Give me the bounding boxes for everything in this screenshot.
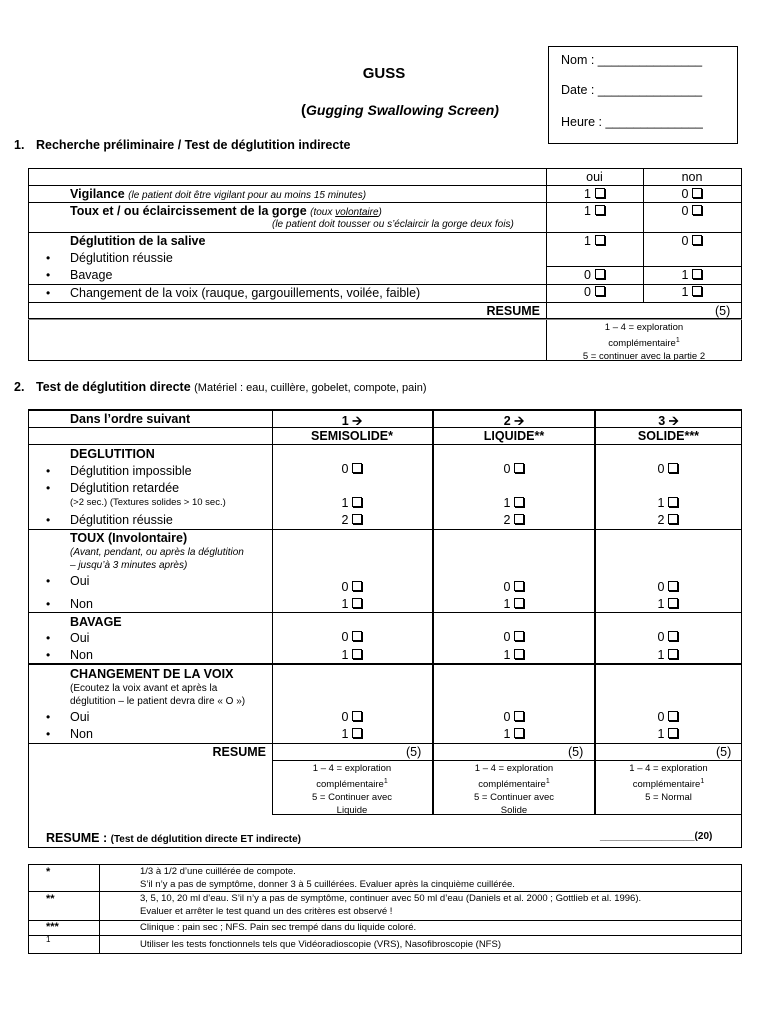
bullet-icon: • bbox=[46, 513, 51, 527]
step-3: 3 🡪 bbox=[658, 414, 679, 428]
page-title: GUSS bbox=[362, 65, 406, 82]
voix2-note: déglutition – le patient devra dire « O ») bbox=[70, 696, 246, 707]
bullet-icon: • bbox=[46, 631, 51, 645]
checkbox-icon[interactable] bbox=[595, 205, 605, 215]
checkbox-icon[interactable] bbox=[352, 463, 362, 473]
col-solide: SOLIDE*** bbox=[637, 429, 700, 443]
checkbox-icon[interactable] bbox=[352, 581, 362, 591]
checkbox-icon[interactable] bbox=[352, 728, 362, 738]
voix2-note: (Ecoutez la voix avant et après la bbox=[70, 683, 218, 694]
footnote-mark: ** bbox=[46, 893, 55, 905]
bullet-icon: • bbox=[46, 574, 51, 588]
section2-heading: 2. Test de déglutition directe (Matériel : eau, cuillère, gobelet, compote, pain) bbox=[14, 380, 427, 394]
checkbox-icon[interactable] bbox=[692, 188, 702, 198]
checkbox-icon[interactable] bbox=[668, 598, 678, 608]
section1-resume-note: 1 – 4 = exploration complémentaire$^1$ 5 = continuer avec la partie 2 bbox=[582, 322, 706, 363]
col-non: non bbox=[681, 170, 703, 184]
checkbox-icon[interactable] bbox=[352, 711, 362, 721]
checkbox-icon[interactable] bbox=[692, 235, 702, 245]
section1-resume-max: (5) bbox=[715, 304, 731, 318]
voix-oui[interactable]: 0 bbox=[546, 285, 643, 299]
deg-item: Déglutition retardée bbox=[70, 481, 180, 495]
semisolide-resume-max: (5) bbox=[406, 745, 422, 759]
toux2-non: Non bbox=[70, 597, 93, 611]
col-semisolide: SEMISOLIDE* bbox=[311, 429, 393, 443]
checkbox-icon[interactable] bbox=[514, 711, 524, 721]
semisolide-score-option[interactable]: 1 bbox=[312, 648, 392, 662]
liquide-score-option[interactable]: 1 bbox=[474, 597, 554, 611]
vigilance-row: Vigilance (le patient doit être vigilant pour au moins 15 minutes) bbox=[70, 187, 367, 201]
bullet-icon: • bbox=[46, 727, 51, 741]
checkbox-icon[interactable] bbox=[668, 728, 678, 738]
solide-score-option[interactable]: 1 bbox=[628, 597, 708, 611]
step-1: 1 🡪 bbox=[341, 414, 363, 428]
bullet-icon: • bbox=[46, 597, 51, 611]
checkbox-icon[interactable] bbox=[514, 598, 524, 608]
checkbox-icon[interactable] bbox=[692, 205, 702, 215]
solide-score-option[interactable]: 1 bbox=[628, 496, 708, 510]
liquide-score-option[interactable]: 1 bbox=[474, 727, 554, 741]
step-2: 2 🡪 bbox=[503, 414, 525, 428]
checkbox-icon[interactable] bbox=[692, 286, 702, 296]
bullet-icon: • bbox=[46, 710, 51, 724]
checkbox-icon[interactable] bbox=[595, 188, 605, 198]
liquide-score-option[interactable]: 0 bbox=[474, 710, 554, 724]
checkbox-icon[interactable] bbox=[668, 649, 678, 659]
semisolide-score-option[interactable]: 0 bbox=[312, 710, 392, 724]
salive-item: Déglutition réussie bbox=[70, 251, 173, 265]
toux2-oui: Oui bbox=[70, 574, 90, 588]
toux-non[interactable]: 0 bbox=[643, 204, 741, 218]
toux-note: (le patient doit tousser ou s’éclaircir la gorge deux fois) bbox=[272, 219, 514, 230]
order-label: Dans l’ordre suivant bbox=[70, 412, 191, 426]
checkbox-icon[interactable] bbox=[514, 631, 524, 641]
nom-field[interactable]: Nom : _______________ bbox=[561, 53, 703, 67]
solide-score-option[interactable]: 1 bbox=[628, 727, 708, 741]
liquide-resume-note: 1 – 4 = exploration complémentaire$^1$ 5 = Continuer avec Solide bbox=[473, 763, 554, 817]
liquide-score-option[interactable]: 1 bbox=[474, 648, 554, 662]
checkbox-icon[interactable] bbox=[668, 631, 678, 641]
heure-field[interactable]: Heure : ______________ bbox=[561, 115, 703, 129]
liquide-score-option[interactable]: 0 bbox=[474, 462, 554, 476]
toux-row: Toux et / ou éclaircissement de la gorge (toux volontaire) bbox=[70, 204, 382, 218]
voix-non[interactable]: 1 bbox=[643, 285, 741, 299]
footnote-mark: * bbox=[46, 866, 51, 878]
solide-score-option[interactable]: 0 bbox=[628, 462, 708, 476]
bullet-icon: • bbox=[46, 648, 51, 662]
solide-score-option[interactable]: 1 bbox=[628, 648, 708, 662]
toux-oui[interactable]: 1 bbox=[546, 204, 643, 218]
section1-heading: 1. Recherche préliminaire / Test de déglutition indirecte bbox=[14, 138, 351, 152]
semisolide-score-option[interactable]: 0 bbox=[312, 630, 392, 644]
semisolide-score-option[interactable]: 1 bbox=[312, 727, 392, 741]
solide-resume-max: (5) bbox=[716, 745, 732, 759]
checkbox-icon[interactable] bbox=[514, 649, 524, 659]
bullet-icon: • bbox=[46, 464, 51, 478]
footnote-text: Clinique : pain sec ; NFS. Pain sec trempé dans du liquide coloré. bbox=[140, 922, 417, 933]
date-field[interactable]: Date : _______________ bbox=[561, 83, 703, 97]
bavage2-label: BAVAGE bbox=[70, 615, 122, 629]
checkbox-icon[interactable] bbox=[668, 711, 678, 721]
bullet-icon: • bbox=[46, 268, 51, 282]
deg-note: (>2 sec.) (Textures solides > 10 sec.) bbox=[70, 497, 226, 508]
col-oui: oui bbox=[586, 170, 603, 184]
checkbox-icon[interactable] bbox=[352, 631, 362, 641]
solide-score-option[interactable]: 0 bbox=[628, 710, 708, 724]
semisolide-score-option[interactable]: 1 bbox=[312, 597, 392, 611]
col-liquide: LIQUIDE** bbox=[483, 429, 545, 443]
liquide-score-option[interactable]: 2 bbox=[474, 513, 554, 527]
deg-item: Déglutition réussie bbox=[70, 513, 173, 527]
total-row: RESUME : (Test de déglutition directe ET indirecte) bbox=[46, 831, 301, 845]
checkbox-icon[interactable] bbox=[668, 581, 678, 591]
voix2-oui: Oui bbox=[70, 710, 90, 724]
liquide-score-option[interactable]: 0 bbox=[474, 630, 554, 644]
bullet-icon: • bbox=[46, 481, 51, 495]
checkbox-icon[interactable] bbox=[514, 728, 524, 738]
checkbox-icon[interactable] bbox=[352, 497, 362, 507]
checkbox-icon[interactable] bbox=[668, 463, 678, 473]
section2-resume-label: RESUME bbox=[212, 745, 266, 759]
bullet-icon: • bbox=[46, 286, 51, 300]
bavage2-non: Non bbox=[70, 648, 93, 662]
checkbox-icon[interactable] bbox=[514, 514, 524, 524]
checkbox-icon[interactable] bbox=[668, 514, 678, 524]
bavage2-oui: Oui bbox=[70, 631, 90, 645]
toux2-note: (Avant, pendant, ou après la déglutition bbox=[70, 547, 244, 558]
page-subtitle: (Gugging Swallowing Screen) bbox=[301, 102, 499, 119]
salive-item: Changement de la voix (rauque, gargouillements, voilée, faible) bbox=[70, 286, 421, 300]
checkbox-icon[interactable] bbox=[352, 598, 362, 608]
solide-score-option[interactable]: 0 bbox=[628, 580, 708, 594]
vigilance-non[interactable]: 0 bbox=[643, 187, 741, 201]
bavage-non[interactable]: 1 bbox=[643, 268, 741, 282]
checkbox-icon[interactable] bbox=[595, 269, 605, 279]
footnote-mark: 1 bbox=[46, 935, 51, 944]
checkbox-icon[interactable] bbox=[352, 514, 362, 524]
bullet-icon: • bbox=[46, 251, 51, 265]
checkbox-icon[interactable] bbox=[692, 269, 702, 279]
footnote-text: S’il n’y a pas de symptôme, donner 3 à 5 cuillérées. Evaluer après la cinquième cuillérée. bbox=[140, 879, 515, 890]
semisolide-score-option[interactable]: 0 bbox=[312, 462, 392, 476]
solide-resume-note: 1 – 4 = exploration complémentaire$^1$ 5 = Normal bbox=[629, 763, 708, 804]
checkbox-icon[interactable] bbox=[595, 235, 605, 245]
semisolide-score-option[interactable]: 1 bbox=[312, 496, 392, 510]
liquide-score-option[interactable]: 1 bbox=[474, 496, 554, 510]
salive-label: Déglutition de la salive bbox=[70, 234, 206, 248]
checkbox-icon[interactable] bbox=[595, 286, 605, 296]
liquide-resume-max: (5) bbox=[568, 745, 584, 759]
liquide-score-option[interactable]: 0 bbox=[474, 580, 554, 594]
salive-non[interactable]: 0 bbox=[643, 234, 741, 248]
voix2-label: CHANGEMENT DE LA VOIX bbox=[70, 667, 234, 681]
section1-resume-label: RESUME bbox=[486, 304, 540, 318]
solide-score-option[interactable]: 2 bbox=[628, 513, 708, 527]
total-score[interactable]: _________________(20) bbox=[600, 831, 713, 842]
footnote-text: 1/3 à 1/2 d’une cuillérée de compote. bbox=[140, 866, 296, 877]
footnote-text: Evaluer et arrêter le test quand un des critères est observé ! bbox=[140, 906, 393, 917]
checkbox-icon[interactable] bbox=[668, 497, 678, 507]
footnote-text: 3, 5, 10, 20 ml d’eau. S’il n’y a pas de symptôme, continuer avec 50 ml d’eau (Daniels et al. 2000 ; Gottlieb et al. 1996). bbox=[140, 893, 642, 904]
salive-oui[interactable]: 1 bbox=[546, 234, 643, 248]
solide-score-option[interactable]: 0 bbox=[628, 630, 708, 644]
patient-info-box bbox=[548, 46, 738, 144]
checkbox-icon[interactable] bbox=[352, 649, 362, 659]
semisolide-score-option[interactable]: 0 bbox=[312, 580, 392, 594]
footnote-mark: *** bbox=[46, 921, 59, 933]
voix2-non: Non bbox=[70, 727, 93, 741]
checkbox-icon[interactable] bbox=[514, 581, 524, 591]
semisolide-score-option[interactable]: 2 bbox=[312, 513, 392, 527]
deglutition-label: DEGLUTITION bbox=[70, 447, 155, 461]
bavage-oui[interactable]: 0 bbox=[546, 268, 643, 282]
deg-item: Déglutition impossible bbox=[70, 464, 192, 478]
vigilance-oui[interactable]: 1 bbox=[546, 187, 643, 201]
checkbox-icon[interactable] bbox=[514, 463, 524, 473]
semisolide-resume-note: 1 – 4 = exploration complémentaire$^1$ 5 = Continuer avec Liquide bbox=[311, 763, 392, 817]
toux2-label: TOUX (Involontaire) bbox=[70, 531, 188, 545]
checkbox-icon[interactable] bbox=[514, 497, 524, 507]
footnote-text: Utiliser les tests fonctionnels tels que Vidéoradioscopie (VRS), Nasofibroscopie (NFS) bbox=[140, 939, 501, 950]
toux2-note: – jusqu’à 3 minutes après) bbox=[70, 560, 188, 571]
salive-item: Bavage bbox=[70, 268, 113, 282]
